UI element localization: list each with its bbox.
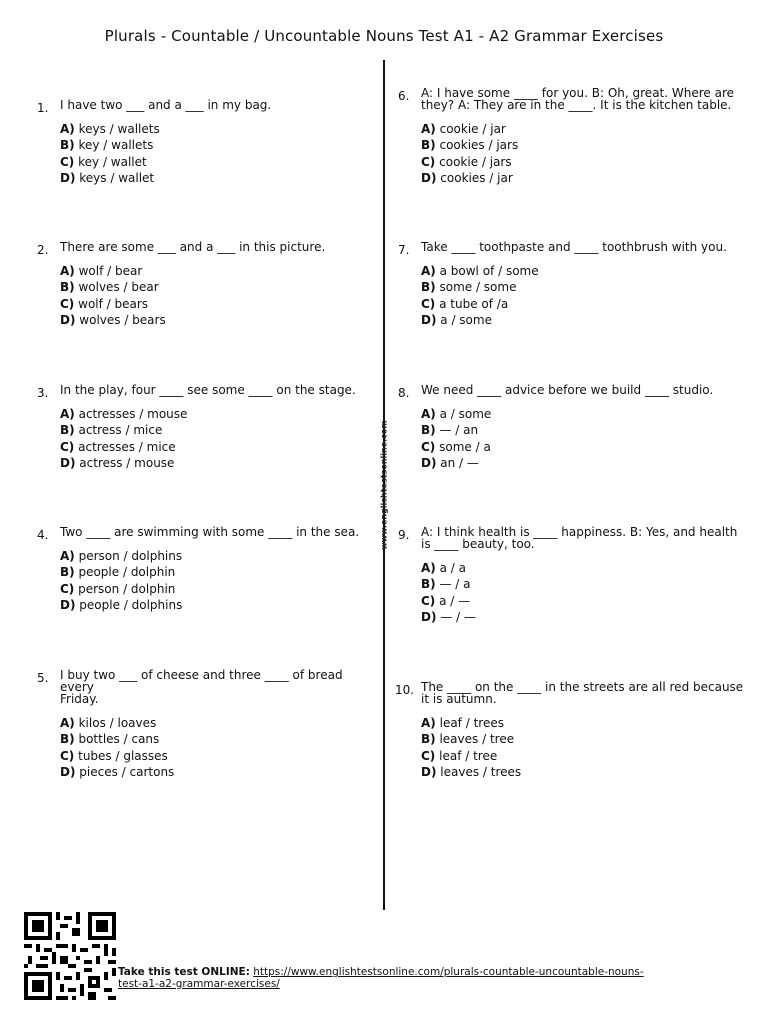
option-a[interactable]	[60, 263, 370, 279]
answer-options	[60, 406, 370, 471]
option-b[interactable]	[421, 422, 751, 438]
option-c[interactable]	[421, 296, 751, 312]
question-6	[398, 86, 751, 186]
option-letter: A)	[421, 716, 436, 730]
option-text: leaf / trees	[439, 716, 504, 730]
option-a[interactable]	[60, 406, 370, 422]
option-d[interactable]	[421, 455, 751, 471]
option-text: some / a	[439, 439, 491, 454]
option-d[interactable]	[421, 764, 751, 780]
option-letter: D)	[60, 312, 76, 327]
option-text: bottles / cans	[78, 732, 160, 747]
option-text: actress / mouse	[79, 455, 175, 470]
option-letter: C)	[421, 154, 436, 169]
option-b[interactable]	[60, 279, 370, 295]
option-text: — / a	[439, 577, 471, 592]
option-text: a bowl of / some	[439, 264, 539, 278]
option-letter: B)	[60, 423, 75, 438]
option-c[interactable]	[421, 154, 751, 170]
option-c[interactable]	[60, 581, 370, 597]
option-text: tubes / glasses	[78, 748, 168, 763]
option-b[interactable]	[421, 731, 751, 747]
option-letter: B)	[60, 138, 75, 153]
option-text: kilos / loaves	[78, 716, 157, 730]
option-letter: D)	[421, 312, 437, 327]
question-text: I have two ___ and a ___ in my bag.	[60, 98, 272, 112]
question-text: A: I have some ____ for you. B: Oh, great. Where are they? A: They are in the ____. It is the kitchen table.	[421, 86, 735, 112]
option-a[interactable]	[421, 263, 751, 279]
option-c[interactable]	[421, 593, 751, 609]
answer-options	[60, 548, 370, 613]
option-d[interactable]	[60, 597, 370, 613]
option-letter: C)	[421, 593, 436, 608]
option-text: — / an	[439, 423, 479, 438]
option-text: a / some	[440, 312, 492, 327]
option-a[interactable]	[60, 548, 370, 564]
option-text: wolf / bears	[78, 296, 149, 311]
test-link-line2: test-a1-a2-grammar-exercises/	[118, 978, 280, 990]
answer-options	[60, 715, 380, 780]
question-number: 8.	[398, 386, 410, 400]
answer-options	[421, 121, 751, 186]
question-2	[37, 240, 370, 328]
option-letter: B)	[421, 280, 436, 295]
option-letter: C)	[60, 154, 75, 169]
option-text: a tube of /a	[439, 296, 509, 311]
option-letter: B)	[60, 732, 75, 747]
option-text: key / wallets	[78, 138, 154, 153]
question-9	[398, 525, 751, 625]
option-b[interactable]	[60, 422, 370, 438]
option-text: leaves / trees	[440, 764, 522, 779]
option-d[interactable]	[60, 764, 380, 780]
option-a[interactable]	[421, 560, 751, 576]
question-text: We need ____ advice before we build ____ studio.	[421, 383, 714, 397]
option-text: people / dolphin	[78, 565, 176, 580]
answer-options	[421, 560, 751, 625]
option-letter: B)	[60, 280, 75, 295]
question-number: 1.	[37, 101, 49, 115]
option-b[interactable]	[60, 731, 380, 747]
option-a[interactable]	[421, 715, 751, 731]
option-letter: D)	[421, 609, 437, 624]
footer	[118, 966, 678, 990]
question-text: Take ____ toothpaste and ____ toothbrush with you.	[421, 240, 727, 254]
question-text: In the play, four ____ see some ____ on the stage.	[60, 383, 356, 397]
option-text: pieces / cartons	[79, 764, 175, 779]
question-10	[395, 680, 751, 780]
option-letter: A)	[60, 122, 75, 136]
question-text: I buy two ___ of cheese and three ____ of bread every Friday.	[60, 668, 343, 706]
option-letter: C)	[421, 748, 436, 763]
option-text: keys / wallets	[78, 122, 160, 136]
question-5	[37, 668, 380, 780]
option-letter: A)	[60, 264, 75, 278]
question-3	[37, 383, 370, 471]
option-letter: C)	[60, 748, 75, 763]
answer-options	[421, 715, 751, 780]
question-number: 9.	[398, 528, 410, 542]
option-text: people / dolphins	[79, 597, 183, 612]
option-text: person / dolphin	[78, 581, 176, 596]
question-number: 4.	[37, 528, 49, 542]
option-text: actresses / mouse	[78, 407, 188, 421]
option-letter: B)	[421, 423, 436, 438]
answer-options	[421, 406, 751, 471]
question-number: 3.	[37, 386, 49, 400]
option-a[interactable]	[60, 121, 370, 137]
option-text: cookies / jars	[439, 138, 519, 153]
option-c[interactable]	[60, 439, 370, 455]
option-letter: A)	[421, 122, 436, 136]
question-number: 10.	[395, 683, 415, 697]
option-text: leaf / tree	[439, 748, 498, 763]
question-number: 5.	[37, 671, 49, 685]
option-letter: C)	[421, 439, 436, 454]
option-text: key / wallet	[78, 154, 147, 169]
option-b[interactable]	[421, 137, 751, 153]
option-text: person / dolphins	[78, 549, 183, 563]
test-link-line1: https://www.englishtestsonline.com/plurals-countable-uncountable-nouns-	[253, 966, 644, 978]
option-letter: A)	[60, 716, 75, 730]
option-letter: C)	[60, 439, 75, 454]
option-text: leaves / tree	[439, 732, 515, 747]
answer-options	[60, 121, 370, 186]
question-8	[398, 383, 751, 471]
option-text: — / —	[440, 609, 476, 624]
option-c[interactable]	[60, 748, 380, 764]
answer-options	[421, 263, 751, 328]
page-title: Plurals - Countable / Uncountable Nouns Test A1 - A2 Grammar Exercises	[104, 27, 664, 45]
option-letter: B)	[421, 577, 436, 592]
option-letter: C)	[421, 296, 436, 311]
option-letter: D)	[60, 597, 76, 612]
option-a[interactable]	[60, 715, 380, 731]
option-letter: A)	[60, 407, 75, 421]
option-text: keys / wallet	[79, 170, 155, 185]
option-text: a / —	[439, 593, 471, 608]
option-text: cookie / jar	[439, 122, 506, 136]
option-c[interactable]	[60, 296, 370, 312]
option-text: cookies / jar	[440, 170, 513, 185]
option-text: some / some	[439, 280, 517, 295]
option-c[interactable]	[421, 748, 751, 764]
question-4	[37, 525, 370, 613]
option-d[interactable]	[421, 312, 751, 328]
option-c[interactable]	[60, 154, 370, 170]
option-letter: D)	[60, 455, 76, 470]
option-text: wolves / bears	[79, 312, 166, 327]
option-letter: B)	[421, 138, 436, 153]
option-d[interactable]	[60, 312, 370, 328]
option-letter: D)	[421, 764, 437, 779]
option-text: a / some	[439, 407, 492, 421]
qr-code[interactable]	[24, 912, 116, 1000]
option-d[interactable]	[60, 170, 370, 186]
option-letter: D)	[421, 170, 437, 185]
option-d[interactable]	[421, 170, 751, 186]
option-letter: A)	[421, 561, 436, 575]
option-letter: C)	[60, 581, 75, 596]
option-b[interactable]	[421, 279, 751, 295]
option-text: a / a	[439, 561, 466, 575]
option-text: actresses / mice	[78, 439, 176, 454]
option-letter: D)	[421, 455, 437, 470]
option-letter: D)	[60, 764, 76, 779]
question-text: Two ____ are swimming with some ____ in the sea.	[60, 525, 360, 539]
option-letter: B)	[421, 732, 436, 747]
option-b[interactable]	[421, 576, 751, 592]
question-7	[398, 240, 751, 328]
option-letter: D)	[60, 170, 76, 185]
question-text: The ____ on the ____ in the streets are all red because it is autumn.	[421, 680, 744, 706]
question-text: There are some ___ and a ___ in this picture.	[60, 240, 326, 254]
option-letter: B)	[60, 565, 75, 580]
question-text: A: I think health is ____ happiness. B: Yes, and health is ____ beauty, too.	[421, 525, 738, 551]
answer-options	[60, 263, 370, 328]
option-a[interactable]	[421, 121, 751, 137]
option-text: wolves / bear	[78, 280, 159, 295]
option-d[interactable]	[60, 455, 370, 471]
option-letter: C)	[60, 296, 75, 311]
option-text: actress / mice	[78, 423, 163, 438]
option-d[interactable]	[421, 609, 751, 625]
question-number: 7.	[398, 243, 410, 257]
option-a[interactable]	[421, 406, 751, 422]
question-number: 2.	[37, 243, 49, 257]
option-letter: A)	[421, 264, 436, 278]
option-c[interactable]	[421, 439, 751, 455]
question-1	[37, 98, 370, 186]
option-b[interactable]	[60, 564, 370, 580]
option-letter: A)	[421, 407, 436, 421]
site-watermark: www.englishtestsonline.com	[379, 420, 389, 550]
footer-label: Take this test ONLINE:	[118, 966, 250, 978]
option-b[interactable]	[60, 137, 370, 153]
option-text: wolf / bear	[78, 264, 143, 278]
option-letter: A)	[60, 549, 75, 563]
question-number: 6.	[398, 89, 410, 103]
option-text: cookie / jars	[439, 154, 512, 169]
option-text: an / —	[440, 455, 479, 470]
